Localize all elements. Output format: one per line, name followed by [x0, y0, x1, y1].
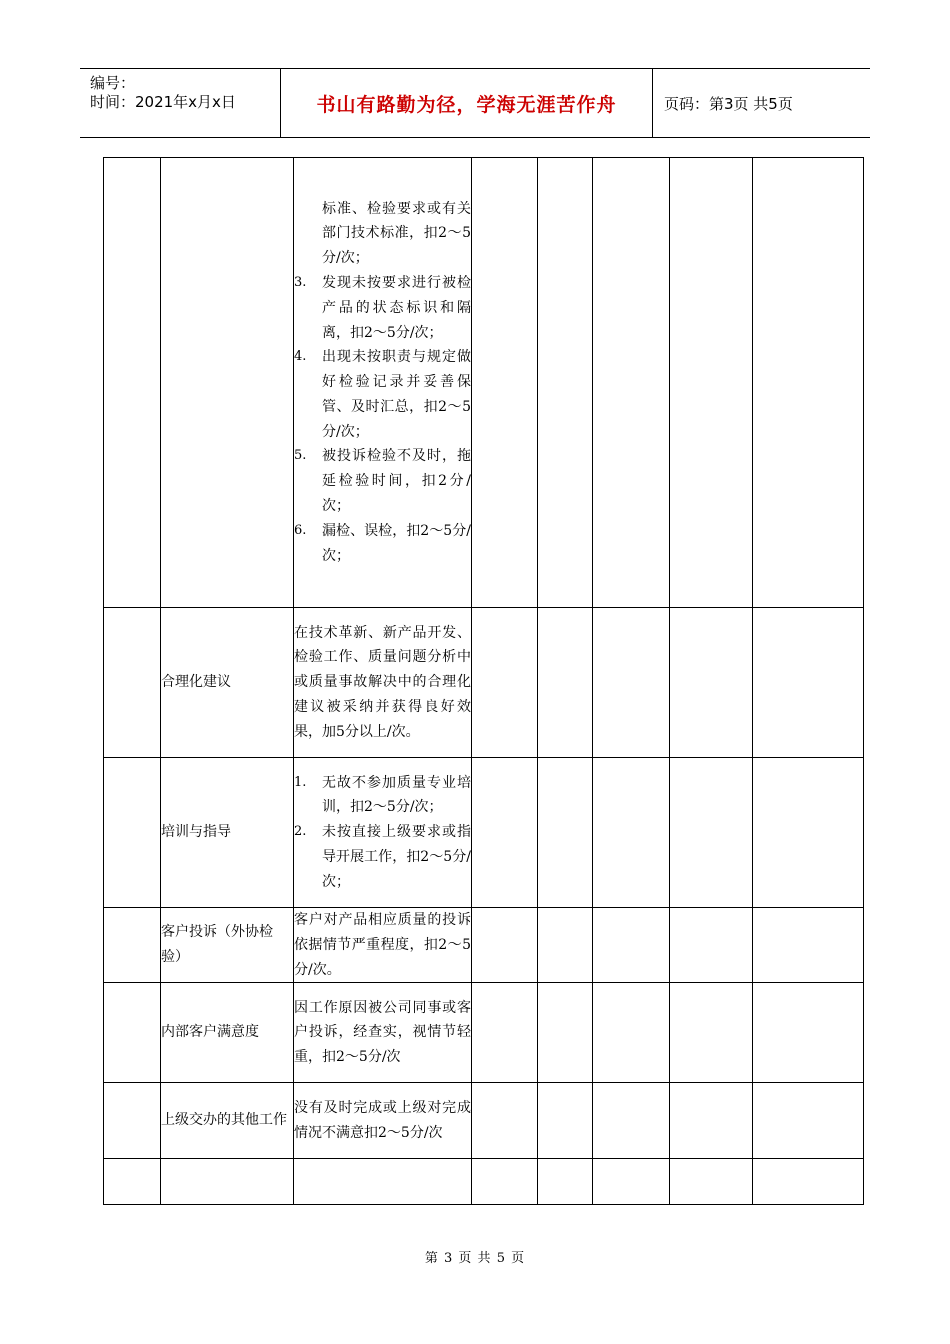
- list-item-text: 发现未按要求进行被检产品的状态标识和隔离，扣2～5分/次；: [322, 274, 471, 341]
- score-cell: [538, 908, 593, 983]
- scoring-standard-text: 在技术革新、新产品开发、检验工作、质量问题分析中或质量事故解决中的合理化建议被采纳并获得良好效果，加5分以上/次。: [294, 624, 471, 740]
- index-cell: [104, 758, 161, 908]
- standard-list-item: [294, 820, 471, 894]
- score-cell: [670, 908, 753, 983]
- list-item-number: 5.: [294, 448, 307, 464]
- standard-list-item: [294, 197, 471, 271]
- standard-list-item: [294, 271, 471, 345]
- score-cell: [753, 758, 864, 908]
- standard-list-item: [294, 345, 471, 444]
- document-date-label: 时间：2021年x月x日: [90, 93, 236, 111]
- score-cell: [753, 1083, 864, 1159]
- list-item-number: 4.: [294, 349, 307, 365]
- scoring-standard-text: 因工作原因被公司同事或客户投诉，经查实，视情节轻重，扣2～5分/次: [294, 999, 471, 1066]
- index-cell: [104, 1159, 161, 1205]
- score-cell: [472, 908, 538, 983]
- assessment-item-name: 合理化建议: [161, 608, 294, 758]
- score-cell: [670, 1159, 753, 1205]
- score-cell: [593, 983, 670, 1083]
- score-cell: [593, 608, 670, 758]
- standard-list-item: [294, 444, 471, 518]
- score-cell: [538, 983, 593, 1083]
- assessment-item-name: 客户投诉（外协检验）: [161, 908, 294, 983]
- score-cell: [753, 1159, 864, 1205]
- score-cell: [472, 158, 538, 608]
- score-cell: [753, 158, 864, 608]
- score-cell: [538, 158, 593, 608]
- scoring-standard-cell: [294, 908, 472, 983]
- score-cell: [670, 158, 753, 608]
- score-cell: [593, 758, 670, 908]
- list-item-text: 无故不参加质量专业培训，扣2～5分/次；: [322, 774, 471, 816]
- list-item-text: 被投诉检验不及时，拖延检验时间，扣2分/次；: [322, 448, 471, 515]
- score-cell: [593, 1159, 670, 1205]
- index-cell: [104, 983, 161, 1083]
- index-cell: [104, 908, 161, 983]
- standard-list-item: [294, 519, 471, 569]
- list-item-number: 2.: [294, 824, 307, 840]
- table-row: [104, 758, 864, 908]
- score-cell: [472, 608, 538, 758]
- assessment-item-name: 上级交办的其他工作: [161, 1083, 294, 1159]
- scoring-standard-cell: [294, 1159, 472, 1205]
- score-cell: [538, 1083, 593, 1159]
- list-item-number: 6.: [294, 522, 307, 538]
- scoring-standard-cell: [294, 608, 472, 758]
- scoring-standard-cell: [294, 758, 472, 908]
- score-cell: [670, 758, 753, 908]
- index-cell: [104, 608, 161, 758]
- document-number-label: 编号：: [90, 74, 136, 92]
- scoring-standard-text: 没有及时完成或上级对完成情况不满意扣2～5分/次: [294, 1100, 471, 1141]
- list-item-text: 标准、检验要求或有关部门技术标准，扣2～5分/次；: [322, 200, 471, 267]
- table-row: [104, 983, 864, 1083]
- header-meta: [80, 69, 281, 137]
- list-item-text: 未按直接上级要求或指导开展工作，扣2～5分/次；: [322, 824, 471, 890]
- score-cell: [472, 1083, 538, 1159]
- assessment-item-name: [161, 158, 294, 608]
- assessment-table: [103, 157, 864, 1205]
- assessment-item-name: [161, 1159, 294, 1205]
- header-motto: 书山有路勤为径，学海无涯苦作舟: [281, 69, 653, 137]
- score-cell: [753, 608, 864, 758]
- scoring-standard-cell: [294, 158, 472, 608]
- page-footer: 第 3 页 共 5 页: [424, 1251, 526, 1266]
- score-cell: [538, 1159, 593, 1205]
- assessment-item-name: 内部客户满意度: [161, 983, 294, 1083]
- list-item-number: 3.: [294, 274, 307, 290]
- score-cell: [593, 158, 670, 608]
- scoring-standard-cell: [294, 1083, 472, 1159]
- score-cell: [670, 1083, 753, 1159]
- index-cell: [104, 158, 161, 608]
- score-cell: [593, 908, 670, 983]
- score-cell: [472, 983, 538, 1083]
- scoring-standard-text: 客户对产品相应质量的投诉依据情节严重程度，扣2～5分/次。: [294, 912, 471, 978]
- table-row: [104, 1083, 864, 1159]
- list-item-number: [294, 197, 322, 271]
- score-cell: [753, 908, 864, 983]
- score-cell: [472, 758, 538, 908]
- table-row: [104, 158, 864, 608]
- table-row: [104, 1159, 864, 1205]
- score-cell: [753, 983, 864, 1083]
- list-item-text: 出现未按职责与规定做好检验记录并妥善保管、及时汇总，扣2～5分/次；: [322, 349, 471, 440]
- list-item-text: 漏检、误检，扣2～5分/次；: [322, 522, 471, 564]
- table-row: [104, 908, 864, 983]
- index-cell: [104, 1083, 161, 1159]
- score-cell: [670, 983, 753, 1083]
- score-cell: [670, 608, 753, 758]
- score-cell: [472, 1159, 538, 1205]
- score-cell: [538, 608, 593, 758]
- score-cell: [538, 758, 593, 908]
- page-header: [80, 68, 870, 138]
- standard-list-item: [294, 771, 471, 821]
- header-page-code: 页码：第3页 共5页: [664, 94, 793, 113]
- score-cell: [593, 1083, 670, 1159]
- scoring-standard-cell: [294, 983, 472, 1083]
- list-item-number: 1.: [294, 774, 307, 790]
- table-row: [104, 608, 864, 758]
- assessment-item-name: 培训与指导: [161, 758, 294, 908]
